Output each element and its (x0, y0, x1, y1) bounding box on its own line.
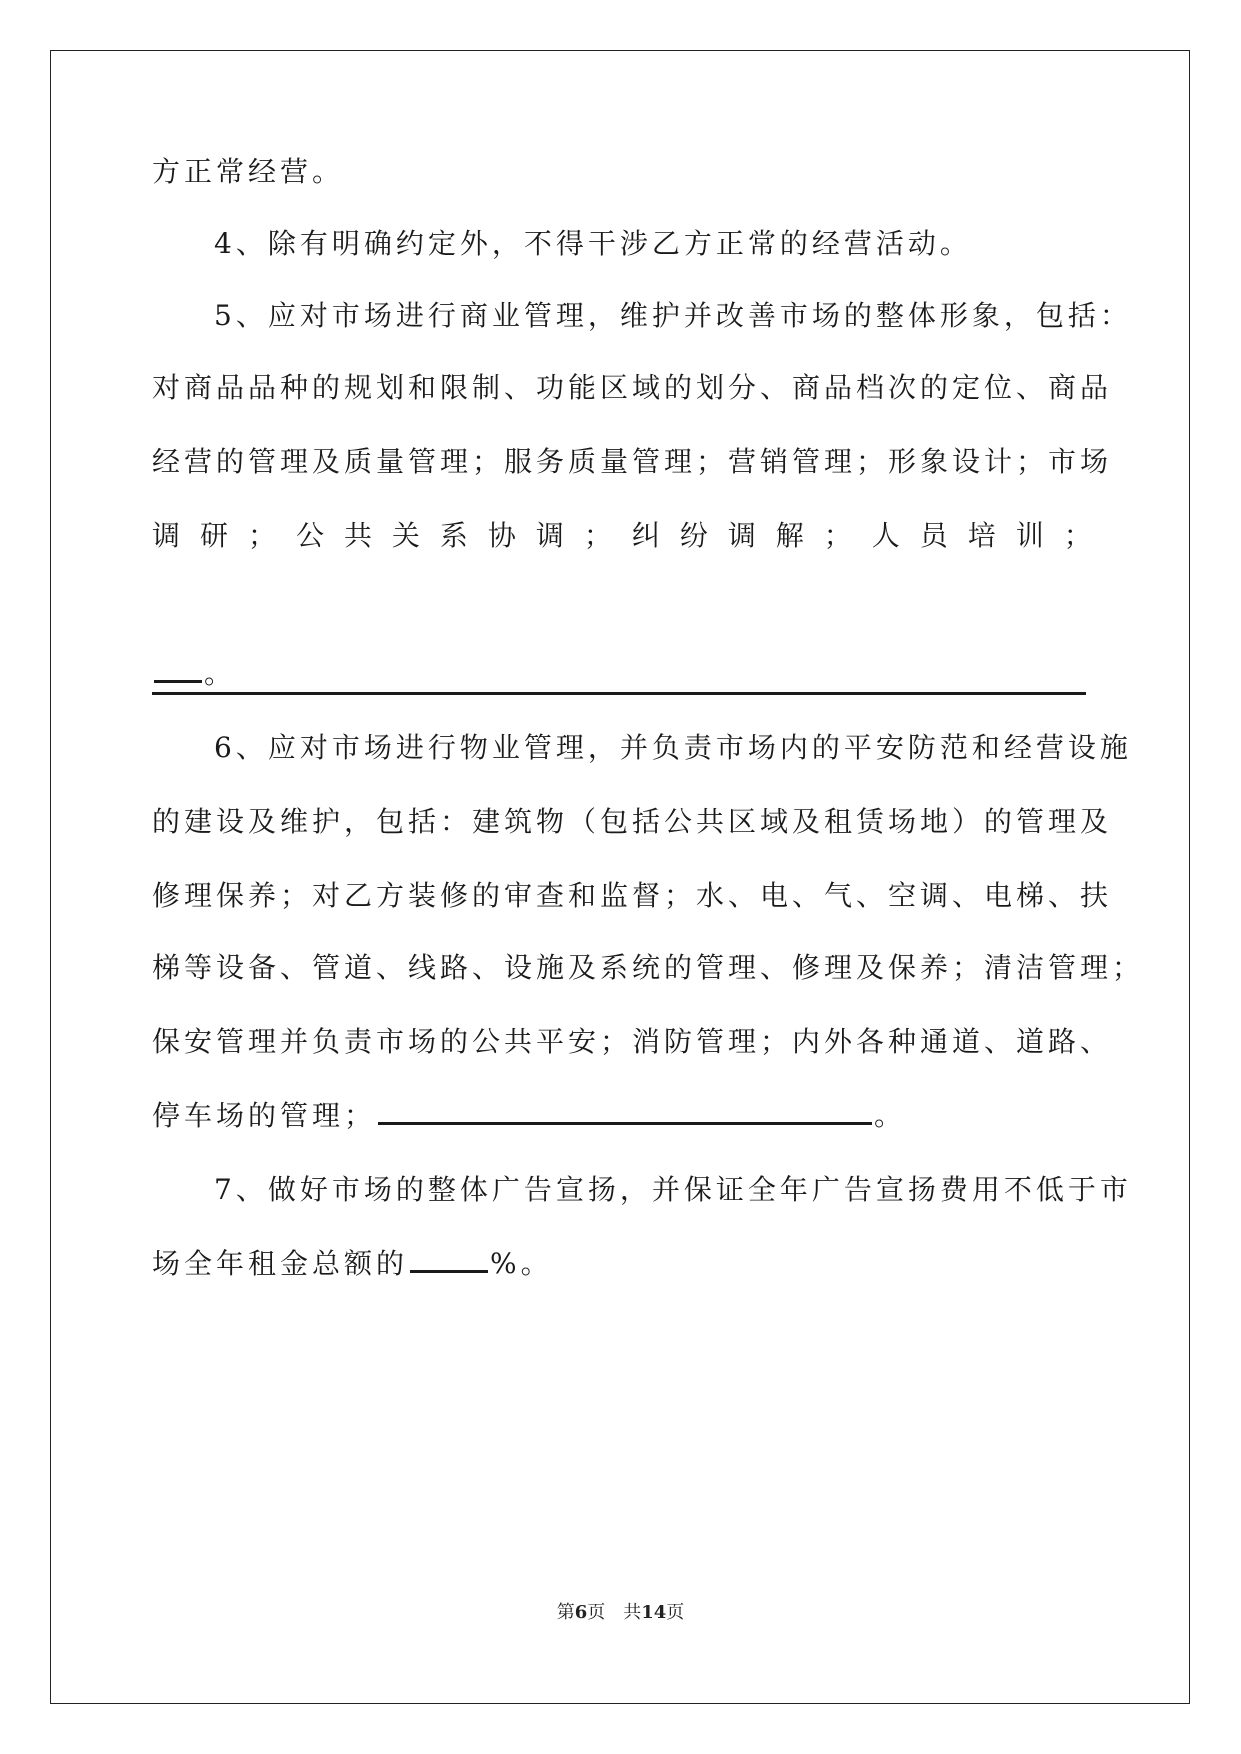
fill-in-blank (410, 1250, 488, 1273)
clause-4: 4、除有明确约定外，不得干涉乙方正常的经营活动。 (214, 227, 972, 260)
spaced-character: 公 (295, 519, 324, 552)
spaced-character: 纠 (631, 519, 660, 552)
page-number: 6 (574, 1602, 588, 1623)
spaced-character: 调 (727, 519, 756, 552)
footer-suffix: 页 (666, 1602, 685, 1623)
spaced-character: 协 (487, 519, 516, 552)
paragraph-line (152, 654, 1092, 694)
clause-7: 7、做好市场的整体广告宣扬，并保证全年广告宣扬费用不低于市 (214, 1173, 1132, 1206)
line-end-punctuation: 。 (874, 1099, 907, 1132)
paragraph-line: 的建设及维护，包括：建筑物（包括公共区域及租赁场地）的管理及 (152, 805, 1113, 838)
paragraph-line: 修理保养；对乙方装修的审查和监督；水、电、气、空调、电梯、扶 (152, 879, 1113, 912)
spaced-character: 研 (199, 519, 228, 552)
spaced-character: 解 (775, 519, 804, 552)
spaced-character: 人 (871, 519, 900, 552)
spaced-character: ； (247, 519, 276, 552)
paragraph-line (152, 1244, 1092, 1284)
clause-6: 6、应对市场进行物业管理，并负责市场内的平安防范和经营设施 (214, 731, 1132, 764)
line-text: 场全年租金总额的 (152, 1247, 409, 1280)
paragraph-line (152, 1096, 1092, 1136)
spaced-character: ； (583, 519, 612, 552)
total-pages: 14 (641, 1602, 667, 1623)
spaced-character: 调 (535, 519, 564, 552)
page-footer (0, 1598, 1241, 1624)
spaced-character: 训 (1015, 519, 1044, 552)
clause-5: 5、应对市场进行商业管理，维护并改善市场的整体形象，包括： (214, 299, 1132, 332)
footer-mid: 页 共 (587, 1602, 642, 1623)
spaced-character: 员 (919, 519, 948, 552)
paragraph-line: 方正常经营。 (152, 155, 345, 188)
spaced-character: 培 (967, 519, 996, 552)
fill-in-blank (378, 1102, 872, 1125)
footer-prefix: 第 (556, 1602, 575, 1623)
fill-in-blank (154, 660, 202, 683)
spaced-character: ； (1063, 519, 1092, 552)
spaced-character: 纷 (679, 519, 708, 552)
spaced-character: 调 (152, 519, 181, 552)
paragraph-line: 梯等设备、管道、线路、设施及系统的管理、修理及保养；清洁管理； (152, 951, 1145, 984)
paragraph-line: 对商品品种的规划和限制、功能区域的划分、商品档次的定位、商品 (152, 371, 1113, 404)
spaced-character: 系 (439, 519, 468, 552)
paragraph-line: 保安管理并负责市场的公共平安；消防管理；内外各种通道、道路、 (152, 1025, 1113, 1058)
spaced-paragraph-line (152, 516, 1092, 556)
line-end-punctuation: %。 (490, 1247, 553, 1280)
spaced-character: 关 (391, 519, 420, 552)
line-text: 停车场的管理； (152, 1099, 377, 1132)
spaced-character: ； (823, 519, 852, 552)
paragraph-line: 经营的管理及质量管理；服务质量管理；营销管理；形象设计；市场 (152, 445, 1113, 478)
spaced-character: 共 (343, 519, 372, 552)
line-end-punctuation: 。 (204, 657, 237, 690)
